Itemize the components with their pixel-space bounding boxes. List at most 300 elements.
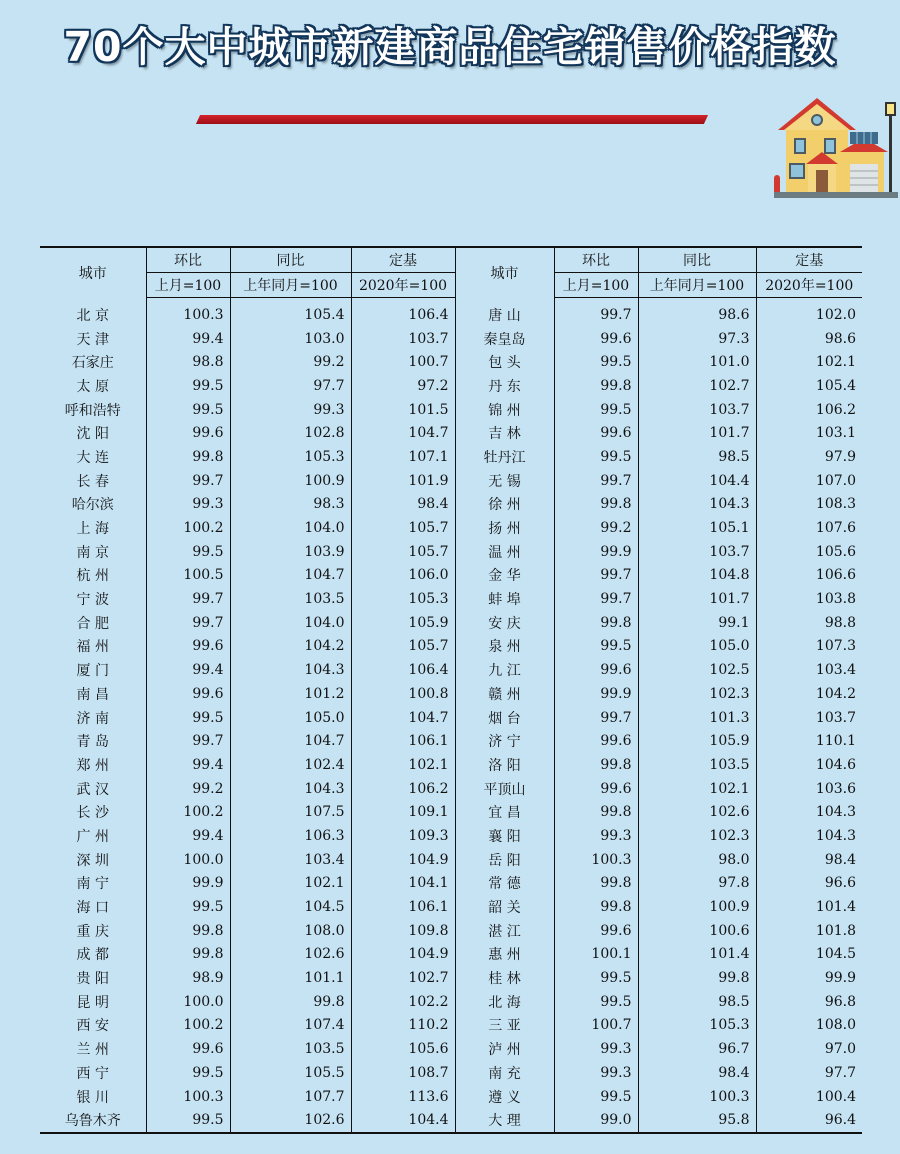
cell-yoy-left: 102.6 xyxy=(230,1108,351,1133)
cell-mom-left: 99.6 xyxy=(146,421,230,445)
cell-base-right: 98.8 xyxy=(756,611,862,635)
cell-base-right: 104.6 xyxy=(756,753,862,777)
cell-city-left: 成 都 xyxy=(76,947,109,964)
cell-mom-left: 99.5 xyxy=(146,1061,230,1085)
cell-city-left: 长 沙 xyxy=(76,805,109,822)
cell-yoy-left: 97.7 xyxy=(230,374,351,398)
cell-yoy-right: 101.7 xyxy=(638,421,756,445)
cell-base-left: 106.1 xyxy=(351,729,455,753)
cell-base-left: 104.7 xyxy=(351,421,455,445)
cell-base-left: 102.2 xyxy=(351,990,455,1014)
cell-base-left: 105.9 xyxy=(351,611,455,635)
cell-yoy-left: 101.2 xyxy=(230,682,351,706)
cell-city-left: 济 南 xyxy=(76,710,109,727)
cell-city-right: 牡丹江 xyxy=(455,445,554,469)
table-row xyxy=(40,493,862,517)
cell-city-right: 烟 台 xyxy=(455,706,554,730)
cell-mom-left: 98.9 xyxy=(146,966,230,990)
cell-base-right: 100.4 xyxy=(756,1085,862,1109)
cell-mom-right: 99.5 xyxy=(554,966,638,990)
cell-base-right: 103.6 xyxy=(756,777,862,801)
cell-mom-right: 99.2 xyxy=(554,516,638,540)
cell-mom-left: 100.0 xyxy=(146,990,230,1014)
table-row xyxy=(40,966,862,990)
cell-base-left: 110.2 xyxy=(351,1014,455,1038)
table-row xyxy=(40,298,862,327)
cell-city-right: 秦皇岛 xyxy=(455,327,554,351)
cell-base-left: 106.4 xyxy=(351,298,455,327)
cell-base-right: 99.9 xyxy=(756,966,862,990)
cell-mom-left: 99.4 xyxy=(146,327,230,351)
cell-base-left: 106.1 xyxy=(351,895,455,919)
cell-mom-right: 99.8 xyxy=(554,895,638,919)
cell-base-right: 103.8 xyxy=(756,587,862,611)
cell-yoy-left: 99.3 xyxy=(230,398,351,422)
cell-mom-left: 99.5 xyxy=(146,540,230,564)
cell-mom-left: 100.0 xyxy=(146,848,230,872)
cell-city-right: 三 亚 xyxy=(455,1014,554,1038)
cell-yoy-right: 105.9 xyxy=(638,729,756,753)
cell-yoy-left: 104.3 xyxy=(230,658,351,682)
cell-mom-left: 99.6 xyxy=(146,682,230,706)
cell-base-right: 103.1 xyxy=(756,421,862,445)
red-divider xyxy=(196,115,708,124)
cell-base-left: 97.2 xyxy=(351,374,455,398)
cell-base-right: 96.4 xyxy=(756,1108,862,1133)
table-row xyxy=(40,374,862,398)
cell-mom-left: 99.8 xyxy=(146,919,230,943)
cell-city-right: 襄 阳 xyxy=(455,824,554,848)
cell-mom-right: 99.5 xyxy=(554,445,638,469)
cell-yoy-right: 103.5 xyxy=(638,753,756,777)
cell-city-left: 银 川 xyxy=(76,1089,109,1106)
cell-city-right: 湛 江 xyxy=(455,919,554,943)
cell-city-left: 呼和浩特 xyxy=(64,402,121,419)
cell-yoy-right: 100.3 xyxy=(638,1085,756,1109)
cell-city-right: 泉 州 xyxy=(455,635,554,659)
cell-mom-right: 99.8 xyxy=(554,374,638,398)
cell-yoy-left: 103.5 xyxy=(230,1037,351,1061)
cell-base-left: 104.9 xyxy=(351,848,455,872)
cell-mom-right: 99.8 xyxy=(554,753,638,777)
cell-base-left: 109.8 xyxy=(351,919,455,943)
cell-mom-left: 99.5 xyxy=(146,1108,230,1133)
cell-city-right: 徐 州 xyxy=(455,493,554,517)
cell-mom-left: 99.6 xyxy=(146,1037,230,1061)
table-row xyxy=(40,943,862,967)
cell-yoy-left: 103.4 xyxy=(230,848,351,872)
cell-mom-right: 100.7 xyxy=(554,1014,638,1038)
cell-mom-right: 99.6 xyxy=(554,327,638,351)
page-title: 70个大中城市新建商品住宅销售价格指数 xyxy=(63,23,837,71)
cell-mom-right: 99.5 xyxy=(554,1085,638,1109)
table-row xyxy=(40,1061,862,1085)
cell-base-left: 102.7 xyxy=(351,966,455,990)
cell-base-right: 97.9 xyxy=(756,445,862,469)
cell-yoy-right: 99.8 xyxy=(638,966,756,990)
cell-mom-left: 99.4 xyxy=(146,753,230,777)
cell-mom-right: 99.8 xyxy=(554,611,638,635)
cell-yoy-right: 97.3 xyxy=(638,327,756,351)
cell-yoy-left: 104.7 xyxy=(230,729,351,753)
cell-mom-left: 100.3 xyxy=(146,1085,230,1109)
cell-city-right: 平顶山 xyxy=(455,777,554,801)
cell-base-left: 101.5 xyxy=(351,398,455,422)
cell-yoy-left: 99.8 xyxy=(230,990,351,1014)
cell-base-left: 105.7 xyxy=(351,516,455,540)
cell-mom-right: 99.3 xyxy=(554,1037,638,1061)
cell-city-left: 上 海 xyxy=(76,521,109,538)
table-row xyxy=(40,350,862,374)
subheader-mom: 上月=100 xyxy=(554,273,638,298)
cell-yoy-left: 105.5 xyxy=(230,1061,351,1085)
cell-mom-left: 99.5 xyxy=(146,706,230,730)
cell-base-left: 108.7 xyxy=(351,1061,455,1085)
cell-yoy-left: 107.7 xyxy=(230,1085,351,1109)
cell-yoy-left: 105.0 xyxy=(230,706,351,730)
cell-yoy-right: 102.7 xyxy=(638,374,756,398)
cell-city-right: 唐 山 xyxy=(455,298,554,327)
table-row xyxy=(40,1014,862,1038)
cell-base-left: 105.7 xyxy=(351,540,455,564)
cell-yoy-right: 100.6 xyxy=(638,919,756,943)
cell-yoy-right: 105.1 xyxy=(638,516,756,540)
cell-city-right: 包 头 xyxy=(455,350,554,374)
table-row xyxy=(40,1037,862,1061)
cell-city-right: 洛 阳 xyxy=(455,753,554,777)
cell-mom-right: 99.6 xyxy=(554,421,638,445)
cell-base-right: 103.7 xyxy=(756,706,862,730)
cell-mom-right: 100.1 xyxy=(554,943,638,967)
cell-city-right: 南 充 xyxy=(455,1061,554,1085)
cell-city-right: 惠 州 xyxy=(455,943,554,967)
table-body xyxy=(40,298,862,1134)
price-index-table xyxy=(40,246,862,1134)
cell-yoy-left: 108.0 xyxy=(230,919,351,943)
cell-city-right: 宜 昌 xyxy=(455,800,554,824)
cell-base-left: 104.1 xyxy=(351,872,455,896)
cell-base-right: 107.0 xyxy=(756,469,862,493)
cell-yoy-right: 104.4 xyxy=(638,469,756,493)
cell-base-left: 101.9 xyxy=(351,469,455,493)
cell-base-right: 103.4 xyxy=(756,658,862,682)
cell-city-left: 合 肥 xyxy=(76,615,109,632)
cell-mom-right: 99.0 xyxy=(554,1108,638,1133)
table-row xyxy=(40,658,862,682)
table-row xyxy=(40,990,862,1014)
cell-yoy-left: 105.3 xyxy=(230,445,351,469)
cell-base-left: 107.1 xyxy=(351,445,455,469)
cell-city-right: 韶 关 xyxy=(455,895,554,919)
subheader-mom: 上月=100 xyxy=(146,273,230,298)
cell-base-left: 100.7 xyxy=(351,350,455,374)
cell-base-left: 106.4 xyxy=(351,658,455,682)
cell-city-left: 宁 波 xyxy=(76,592,109,609)
cell-mom-right: 99.6 xyxy=(554,729,638,753)
cell-yoy-right: 101.3 xyxy=(638,706,756,730)
cell-city-left: 贵 阳 xyxy=(76,971,109,988)
cell-city-right: 九 江 xyxy=(455,658,554,682)
subheader-yoy: 上年同月=100 xyxy=(230,273,351,298)
header-city: 城市 xyxy=(455,247,554,298)
cell-yoy-left: 101.1 xyxy=(230,966,351,990)
cell-base-left: 98.4 xyxy=(351,493,455,517)
cell-mom-left: 99.8 xyxy=(146,445,230,469)
cell-mom-left: 99.4 xyxy=(146,658,230,682)
cell-city-left: 太 原 xyxy=(76,378,109,395)
table-row xyxy=(40,777,862,801)
cell-base-left: 105.3 xyxy=(351,587,455,611)
cell-mom-right: 99.9 xyxy=(554,682,638,706)
table-row xyxy=(40,587,862,611)
cell-mom-right: 99.5 xyxy=(554,635,638,659)
cell-base-right: 97.7 xyxy=(756,1061,862,1085)
cell-city-left: 兰 州 xyxy=(76,1042,109,1059)
cell-city-left: 大 连 xyxy=(76,449,109,466)
cell-yoy-right: 97.8 xyxy=(638,872,756,896)
cell-yoy-left: 104.0 xyxy=(230,611,351,635)
cell-mom-right: 99.9 xyxy=(554,540,638,564)
cell-mom-right: 99.8 xyxy=(554,872,638,896)
table-row xyxy=(40,611,862,635)
cell-mom-left: 99.7 xyxy=(146,729,230,753)
table-row xyxy=(40,824,862,848)
cell-yoy-right: 100.9 xyxy=(638,895,756,919)
cell-mom-left: 99.7 xyxy=(146,469,230,493)
cell-mom-left: 99.4 xyxy=(146,824,230,848)
cell-yoy-right: 103.7 xyxy=(638,398,756,422)
cell-mom-left: 100.2 xyxy=(146,516,230,540)
cell-yoy-left: 104.5 xyxy=(230,895,351,919)
cell-mom-right: 99.3 xyxy=(554,1061,638,1085)
cell-city-left: 深 圳 xyxy=(76,852,109,869)
table-row xyxy=(40,421,862,445)
cell-city-left: 广 州 xyxy=(76,828,109,845)
cell-city-left: 武 汉 xyxy=(76,781,109,798)
cell-yoy-left: 102.6 xyxy=(230,943,351,967)
cell-yoy-right: 96.7 xyxy=(638,1037,756,1061)
cell-base-right: 98.4 xyxy=(756,848,862,872)
table-row xyxy=(40,729,862,753)
cell-yoy-left: 104.7 xyxy=(230,564,351,588)
cell-yoy-left: 105.4 xyxy=(230,298,351,327)
cell-mom-right: 99.6 xyxy=(554,777,638,801)
house-illustration xyxy=(774,94,898,198)
header-yoy: 同比 xyxy=(638,247,756,273)
cell-yoy-right: 98.0 xyxy=(638,848,756,872)
cell-yoy-right: 104.3 xyxy=(638,493,756,517)
cell-city-left: 长 春 xyxy=(76,473,109,490)
header-city: 城市 xyxy=(78,265,107,282)
cell-yoy-right: 102.6 xyxy=(638,800,756,824)
cell-yoy-left: 100.9 xyxy=(230,469,351,493)
cell-city-right: 大 理 xyxy=(455,1108,554,1133)
table-row xyxy=(40,635,862,659)
cell-yoy-right: 105.3 xyxy=(638,1014,756,1038)
cell-city-left: 石家庄 xyxy=(71,355,114,372)
cell-base-left: 103.7 xyxy=(351,327,455,351)
cell-city-left: 北 京 xyxy=(76,307,109,324)
cell-base-left: 106.2 xyxy=(351,777,455,801)
cell-base-right: 101.8 xyxy=(756,919,862,943)
cell-base-right: 101.4 xyxy=(756,895,862,919)
cell-base-right: 107.6 xyxy=(756,516,862,540)
table-row xyxy=(40,516,862,540)
cell-mom-left: 99.5 xyxy=(146,374,230,398)
cell-base-right: 104.3 xyxy=(756,800,862,824)
table-row xyxy=(40,564,862,588)
cell-base-right: 107.3 xyxy=(756,635,862,659)
cell-city-right: 济 宁 xyxy=(455,729,554,753)
cell-yoy-left: 106.3 xyxy=(230,824,351,848)
cell-base-left: 104.4 xyxy=(351,1108,455,1133)
cell-mom-left: 100.2 xyxy=(146,1014,230,1038)
cell-mom-right: 99.7 xyxy=(554,298,638,327)
cell-yoy-right: 104.8 xyxy=(638,564,756,588)
cell-city-left: 昆 明 xyxy=(76,994,109,1011)
cell-yoy-left: 103.9 xyxy=(230,540,351,564)
cell-yoy-left: 102.4 xyxy=(230,753,351,777)
cell-mom-left: 99.2 xyxy=(146,777,230,801)
cell-city-right: 泸 州 xyxy=(455,1037,554,1061)
cell-yoy-left: 103.0 xyxy=(230,327,351,351)
cell-base-right: 108.3 xyxy=(756,493,862,517)
cell-city-right: 丹 东 xyxy=(455,374,554,398)
cell-mom-right: 99.3 xyxy=(554,824,638,848)
cell-city-left: 乌鲁木齐 xyxy=(64,1113,121,1130)
subheader-base: 2020年=100 xyxy=(351,273,455,298)
cell-city-right: 岳 阳 xyxy=(455,848,554,872)
cell-city-left: 重 庆 xyxy=(76,923,109,940)
cell-yoy-right: 102.3 xyxy=(638,824,756,848)
header-base: 定基 xyxy=(351,247,455,273)
cell-yoy-right: 98.4 xyxy=(638,1061,756,1085)
cell-city-right: 常 德 xyxy=(455,872,554,896)
cell-mom-right: 99.5 xyxy=(554,990,638,1014)
cell-mom-right: 99.6 xyxy=(554,658,638,682)
cell-yoy-left: 104.3 xyxy=(230,777,351,801)
cell-city-right: 扬 州 xyxy=(455,516,554,540)
table-row xyxy=(40,872,862,896)
table-row xyxy=(40,753,862,777)
cell-yoy-right: 101.4 xyxy=(638,943,756,967)
cell-mom-right: 100.3 xyxy=(554,848,638,872)
cell-yoy-left: 102.8 xyxy=(230,421,351,445)
cell-yoy-right: 102.1 xyxy=(638,777,756,801)
cell-yoy-right: 105.0 xyxy=(638,635,756,659)
cell-city-right: 无 锡 xyxy=(455,469,554,493)
table-row xyxy=(40,1108,862,1133)
cell-mom-right: 99.8 xyxy=(554,800,638,824)
cell-base-right: 96.8 xyxy=(756,990,862,1014)
cell-city-left: 杭 州 xyxy=(76,568,109,585)
cell-base-left: 105.7 xyxy=(351,635,455,659)
cell-mom-right: 99.7 xyxy=(554,564,638,588)
cell-city-left: 南 宁 xyxy=(76,876,109,893)
cell-city-right: 蚌 埠 xyxy=(455,587,554,611)
cell-mom-right: 99.8 xyxy=(554,493,638,517)
cell-yoy-right: 98.5 xyxy=(638,445,756,469)
cell-mom-right: 99.7 xyxy=(554,469,638,493)
cell-city-left: 沈 阳 xyxy=(76,426,109,443)
cell-city-right: 赣 州 xyxy=(455,682,554,706)
cell-base-right: 98.6 xyxy=(756,327,862,351)
cell-base-right: 97.0 xyxy=(756,1037,862,1061)
cell-base-right: 106.6 xyxy=(756,564,862,588)
cell-base-right: 96.6 xyxy=(756,872,862,896)
cell-mom-left: 99.8 xyxy=(146,943,230,967)
cell-base-right: 102.0 xyxy=(756,298,862,327)
table-row xyxy=(40,445,862,469)
cell-base-right: 106.2 xyxy=(756,398,862,422)
cell-yoy-left: 104.2 xyxy=(230,635,351,659)
cell-yoy-left: 104.0 xyxy=(230,516,351,540)
cell-city-left: 西 宁 xyxy=(76,1065,109,1082)
cell-city-right: 桂 林 xyxy=(455,966,554,990)
cell-yoy-right: 98.5 xyxy=(638,990,756,1014)
cell-base-right: 105.4 xyxy=(756,374,862,398)
cell-mom-left: 99.9 xyxy=(146,872,230,896)
cell-city-right: 北 海 xyxy=(455,990,554,1014)
table-row xyxy=(40,327,862,351)
cell-base-left: 102.1 xyxy=(351,753,455,777)
cell-yoy-left: 103.5 xyxy=(230,587,351,611)
cell-city-left: 郑 州 xyxy=(76,757,109,774)
cell-mom-left: 99.5 xyxy=(146,895,230,919)
subheader-base: 2020年=100 xyxy=(756,273,862,298)
table-row xyxy=(40,540,862,564)
cell-yoy-left: 99.2 xyxy=(230,350,351,374)
cell-base-left: 109.1 xyxy=(351,800,455,824)
cell-base-right: 108.0 xyxy=(756,1014,862,1038)
cell-base-left: 106.0 xyxy=(351,564,455,588)
cell-city-right: 金 华 xyxy=(455,564,554,588)
cell-mom-left: 99.5 xyxy=(146,398,230,422)
cell-city-left: 天 津 xyxy=(76,331,109,348)
cell-mom-left: 99.7 xyxy=(146,587,230,611)
table-row xyxy=(40,398,862,422)
cell-mom-right: 99.6 xyxy=(554,919,638,943)
cell-city-left: 哈尔滨 xyxy=(71,497,114,514)
table-row xyxy=(40,706,862,730)
cell-yoy-left: 98.3 xyxy=(230,493,351,517)
cell-city-left: 厦 门 xyxy=(76,663,109,680)
cell-city-left: 南 京 xyxy=(76,544,109,561)
cell-base-right: 110.1 xyxy=(756,729,862,753)
cell-mom-left: 100.2 xyxy=(146,800,230,824)
cell-base-left: 105.6 xyxy=(351,1037,455,1061)
cell-base-right: 104.3 xyxy=(756,824,862,848)
cell-mom-left: 100.5 xyxy=(146,564,230,588)
cell-mom-left: 100.3 xyxy=(146,298,230,327)
cell-mom-left: 98.8 xyxy=(146,350,230,374)
cell-base-left: 104.7 xyxy=(351,706,455,730)
table-row xyxy=(40,800,862,824)
cell-city-left: 海 口 xyxy=(76,900,109,917)
cell-base-left: 109.3 xyxy=(351,824,455,848)
cell-yoy-right: 101.0 xyxy=(638,350,756,374)
cell-mom-right: 99.7 xyxy=(554,587,638,611)
cell-yoy-right: 101.7 xyxy=(638,587,756,611)
cell-yoy-left: 107.5 xyxy=(230,800,351,824)
cell-base-right: 105.6 xyxy=(756,540,862,564)
cell-city-right: 吉 林 xyxy=(455,421,554,445)
table-row xyxy=(40,848,862,872)
cell-yoy-right: 99.1 xyxy=(638,611,756,635)
cell-mom-right: 99.5 xyxy=(554,398,638,422)
header-mom: 环比 xyxy=(554,247,638,273)
table-row xyxy=(40,1085,862,1109)
